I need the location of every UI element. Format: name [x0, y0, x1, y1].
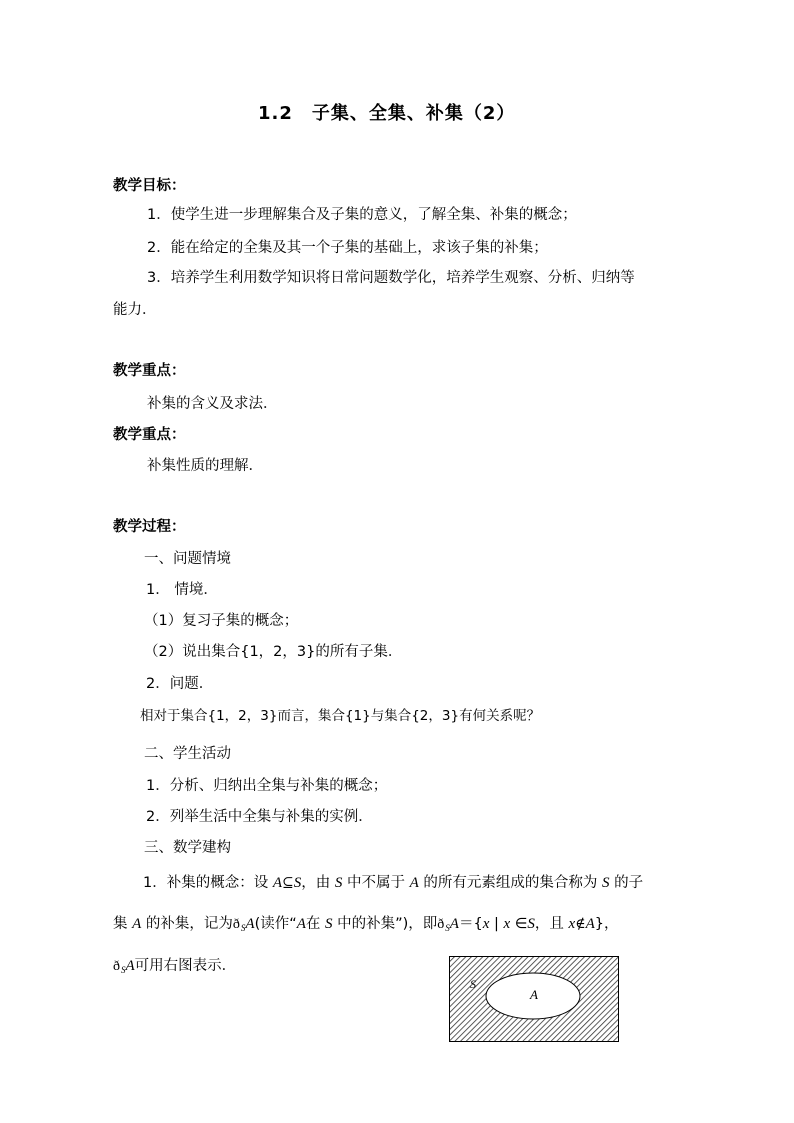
venn-label-a: A: [530, 987, 538, 1002]
definition-line-1: 1．补集的概念：设 A⊆S，由 S 中不属于 A 的所有元素组成的集合称为 S 的子: [143, 875, 644, 891]
definition-line-2: 集 A 的补集，记为$ð_SA$(读作“A在 S 中的补集”)，即$ð_SA=\{x$ | x ∈S，且 x∉A}，: [113, 916, 619, 933]
definition-line-3: $ð_SA$可用右图表示．: [113, 958, 237, 975]
section-2-title: 二、学生活动: [144, 746, 231, 762]
process-heading: 教学过程：: [113, 519, 186, 535]
venn-label-s: S: [470, 977, 476, 991]
objective-item-2: 2．能在给定的全集及其一个子集的基础上，求该子集的补集；: [147, 240, 548, 256]
section-1-item-1: 1． 情境．: [146, 582, 218, 598]
objectives-heading: 教学目标：: [113, 178, 186, 194]
venn-diagram: [449, 956, 619, 1042]
section-1-question: 相对于集合{1，2，3}而言，集合{1}与集合{2，3}有何关系呢？: [140, 708, 541, 724]
difficult-points-text: 补集性质的理解．: [147, 458, 263, 474]
objective-item-3: 3．培养学生利用数学知识将日常问题数学化，培养学生观察、分析、归纳等: [147, 270, 635, 286]
section-1-item-1a: （1）复习子集的概念；: [144, 613, 299, 629]
objective-item-3-cont: 能力．: [113, 302, 157, 318]
objective-item-1: 1．使学生进一步理解集合及子集的意义，了解全集、补集的概念；: [147, 207, 577, 223]
key-points-heading: 教学重点：: [113, 363, 186, 379]
section-2-item-1: 1．分析、归纳出全集与补集的概念；: [146, 778, 388, 794]
section-1-item-2: 2．问题．: [146, 676, 214, 692]
key-points-text: 补集的含义及求法．: [147, 396, 278, 412]
section-2-item-2: 2．列举生活中全集与补集的实例．: [146, 809, 373, 825]
section-1-item-1b: （2）说出集合{1，2，3}的所有子集．: [144, 644, 403, 660]
page-title: 1.2 子集、全集、补集（2）: [258, 103, 516, 124]
difficult-points-heading: 教学重点：: [113, 427, 186, 443]
complement-symbol: $ð_S$: [232, 917, 246, 933]
section-1-title: 一、问题情境: [144, 551, 231, 567]
section-3-title: 三、数学建构: [144, 840, 231, 856]
